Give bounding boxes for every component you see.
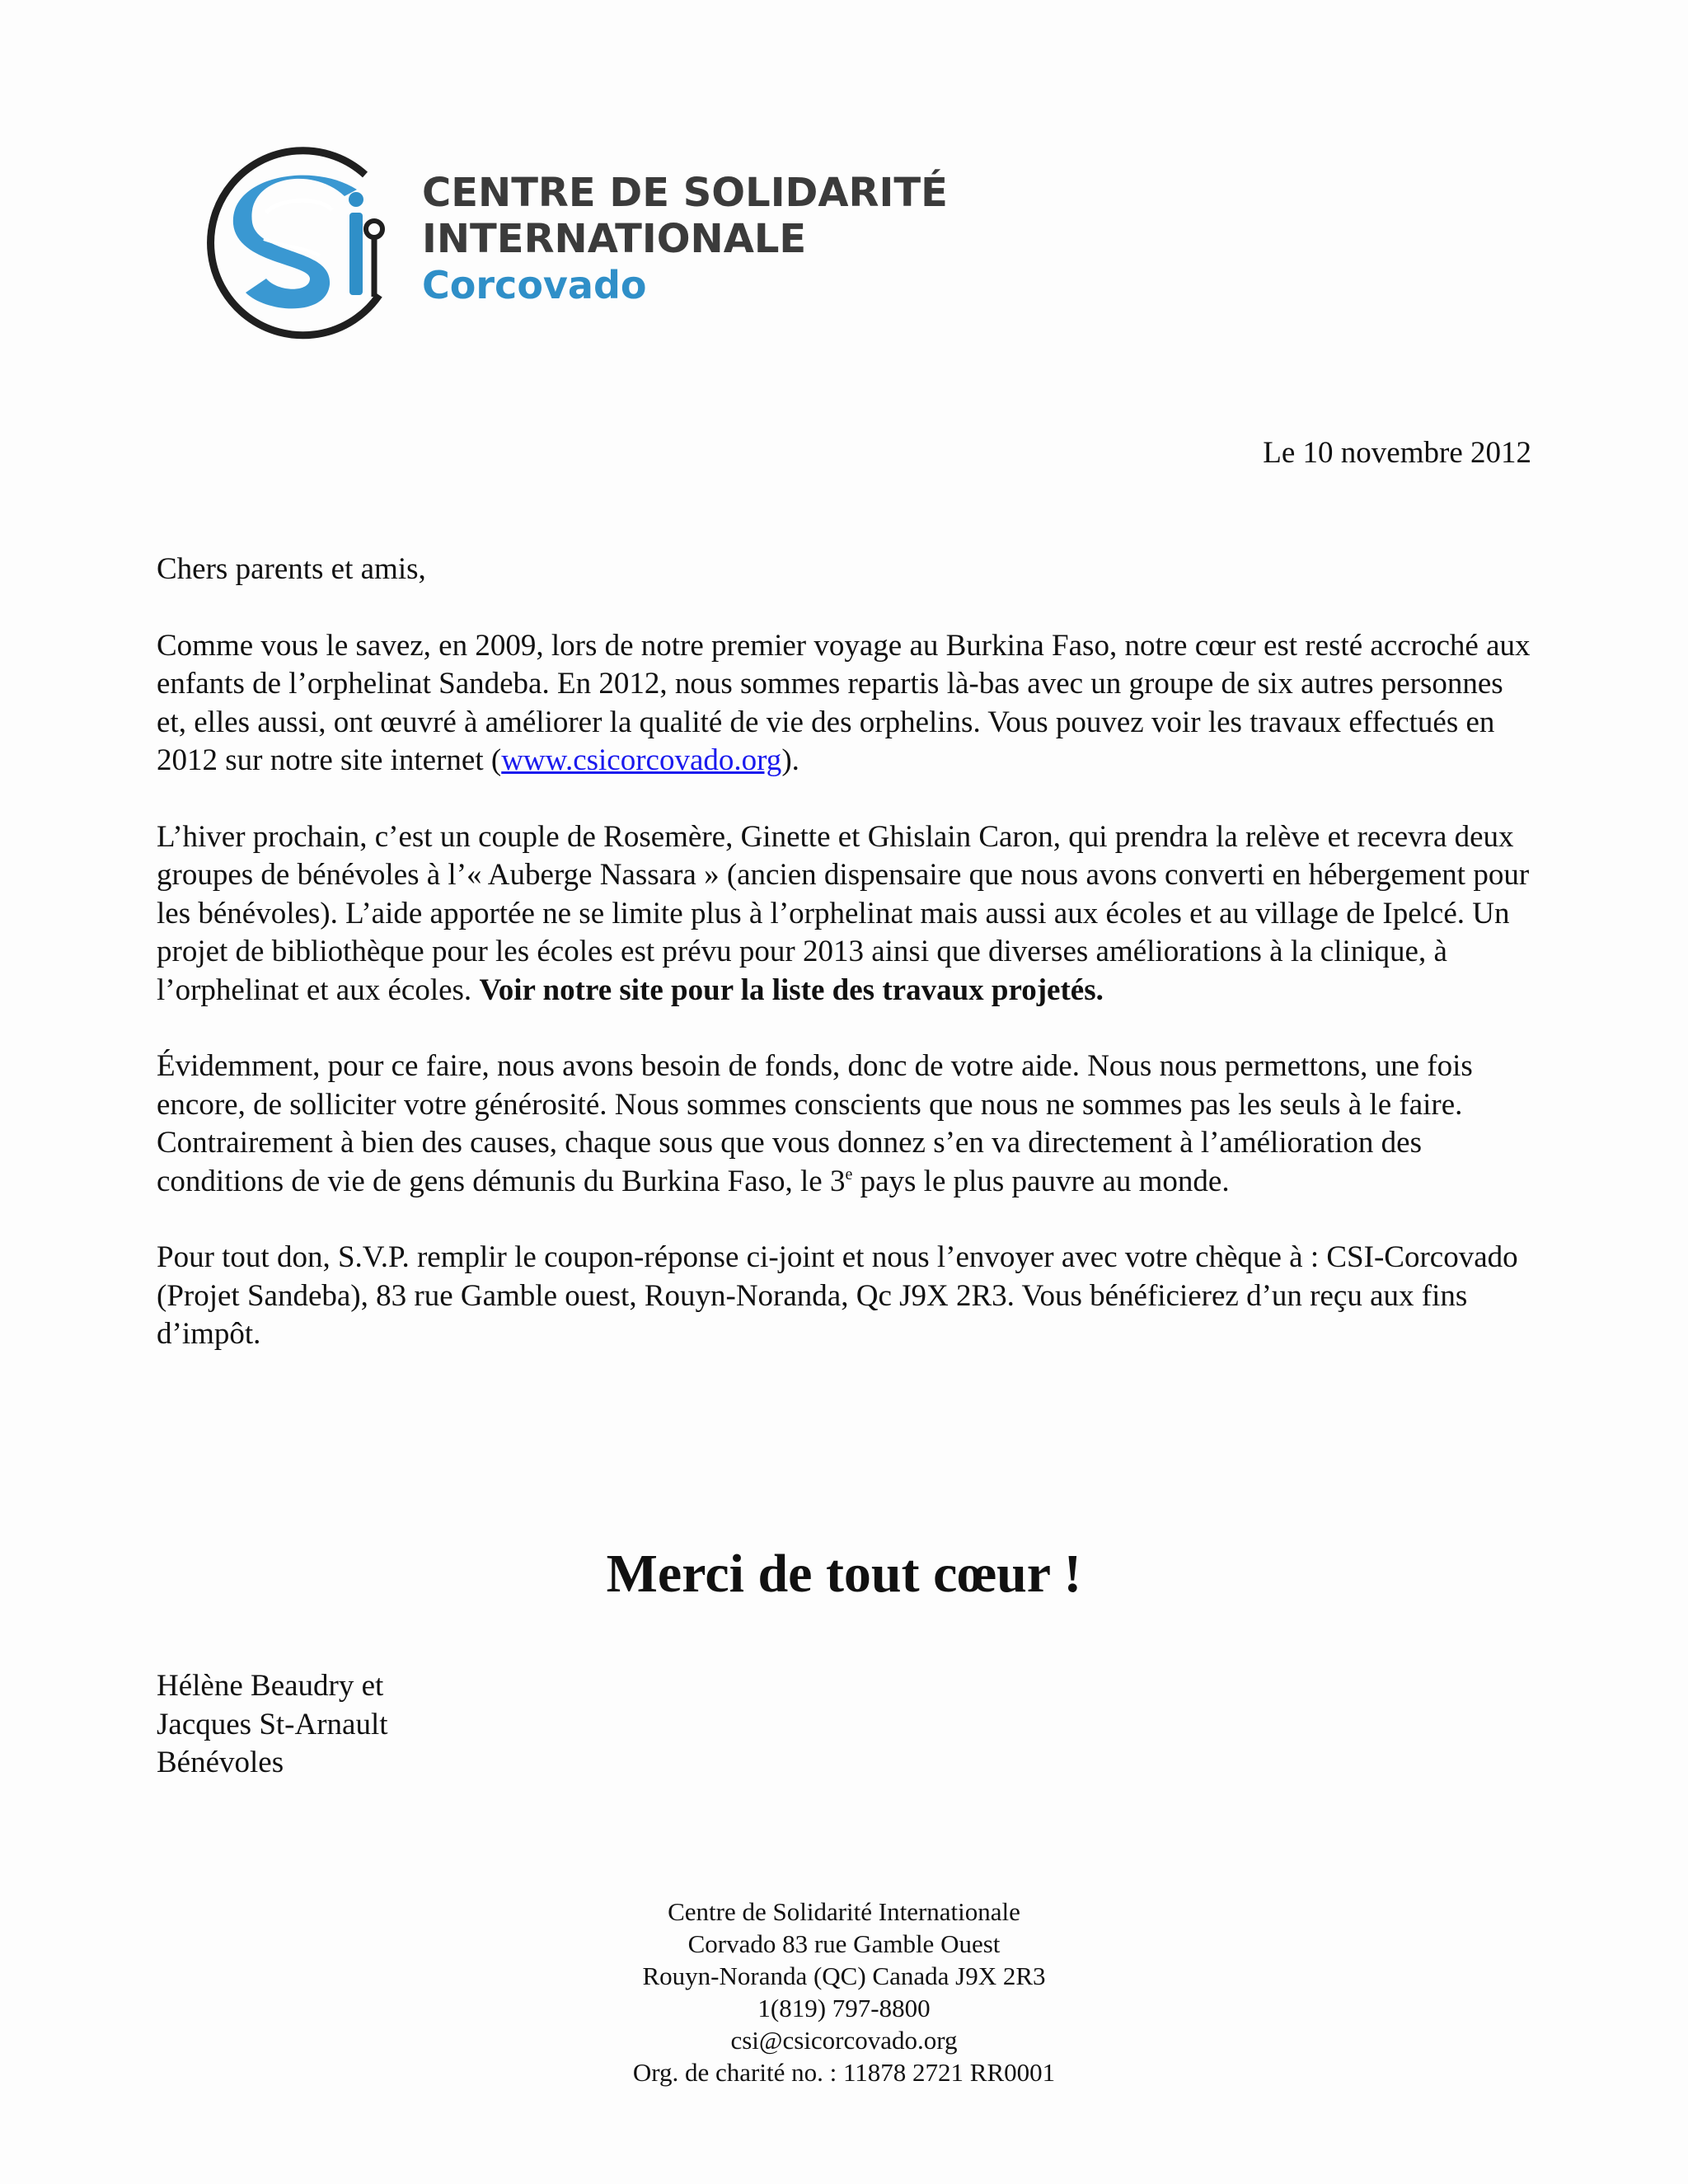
footer-address-2: Rouyn-Noranda (QC) Canada J9X 2R3 (642, 1961, 1046, 1990)
footer-email: csi@csicorcovado.org (730, 2026, 958, 2055)
csi-logo-icon (188, 132, 410, 354)
paragraph-1 (157, 627, 1535, 780)
paragraph-1-text-after: ). (781, 743, 799, 777)
organization-logo (188, 132, 948, 363)
paragraph-2 (157, 818, 1535, 1010)
paragraph-2-text: L’hiver prochain, c’est un couple de Rosemère, Ginette et Ghislain Caron, qui prendra la relève et recevra deux groupes de bénévoles à l’« Auberge Nassara » (ancien dispensaire que nous avons converti en hébergement pour les bénévoles). L’aide apportée ne se limite plus à l’orphelinat mais aussi aux écoles et au village de Ipelcé. Un projet de bibliothèque pour les écoles est prévu pour 2013 ainsi que diverses améliorations à la clinique, à l’orphelinat et aux écoles. (157, 819, 1530, 1007)
paragraph-4: Pour tout don, S.V.P. remplir le coupon-réponse ci-joint et nous l’envoyer avec votre chèque à : CSI-Corcovado (Projet Sandeba), 83 rue Gamble ouest, Rouyn-Noranda, Qc J9X 2R3. Vous bénéficierez d’un reçu aux fins d’impôt. (157, 1240, 1518, 1351)
logo-title-line1: CENTRE DE SOLIDARITÉ (422, 170, 948, 216)
letter-body (157, 551, 1535, 1392)
letter-date: Le 10 novembre 2012 (1263, 436, 1531, 470)
footer-charity-number: Org. de charité no. : 11878 2721 RR0001 (632, 2058, 1056, 2087)
signature-line-1: Hélène Beaudry et (157, 1669, 384, 1703)
paragraph-3-text-after: pays le plus pauvre au monde. (852, 1164, 1230, 1198)
paragraph-2-bold: Voir notre site pour la liste des travaux projetés. (479, 972, 1104, 1007)
paragraph-3 (157, 1047, 1535, 1201)
paragraph-3-text-before: Évidemment, pour ce faire, nous avons besoin de fonds, donc de votre aide. Nous nous permettons, une fois encore, de solliciter votre générosité. Nous sommes conscients que nous ne sommes pas les seuls à le faire. Contrairement à bien des causes, chaque sous que vous donnez s’en va directement à l’amélioration des conditions de vie de gens démunis du Burkina Faso, le 3 (157, 1049, 1473, 1198)
paragraph-3-superscript: e (845, 1165, 853, 1183)
footer-org-name: Centre de Solidarité Internationale (668, 1897, 1020, 1926)
website-link[interactable]: www.csicorcovado.org (501, 743, 782, 777)
paragraph-1-text-before: Comme vous le savez, en 2009, lors de notre premier voyage au Burkina Faso, notre cœur est resté accroché aux enfants de l’orphelinat Sandeba. En 2012, nous sommes repartis là-bas avec un groupe de six autres personnes et, elles aussi, ont œuvré à améliorer la qualité de vie des orphelins. Vous pouvez voir les travaux effectués en 2012 sur notre site internet ( (157, 628, 1531, 777)
thanks-heading: Merci de tout cœur ! (606, 1544, 1082, 1604)
logo-subtitle: Corcovado (422, 263, 647, 307)
logo-wordmark (422, 170, 948, 308)
signature-line-3: Bénévoles (157, 1746, 284, 1779)
footer-phone: 1(819) 797-8800 (757, 1994, 931, 2022)
signature-block (157, 1667, 388, 1783)
footer-address-1: Corvado 83 rue Gamble Ouest (687, 1929, 1001, 1958)
logo-title-line2: INTERNATIONALE (422, 216, 807, 262)
footer-contact (0, 1896, 1688, 2088)
signature-line-2: Jacques St-Arnault (157, 1707, 388, 1741)
salutation: Chers parents et amis, (157, 552, 426, 586)
